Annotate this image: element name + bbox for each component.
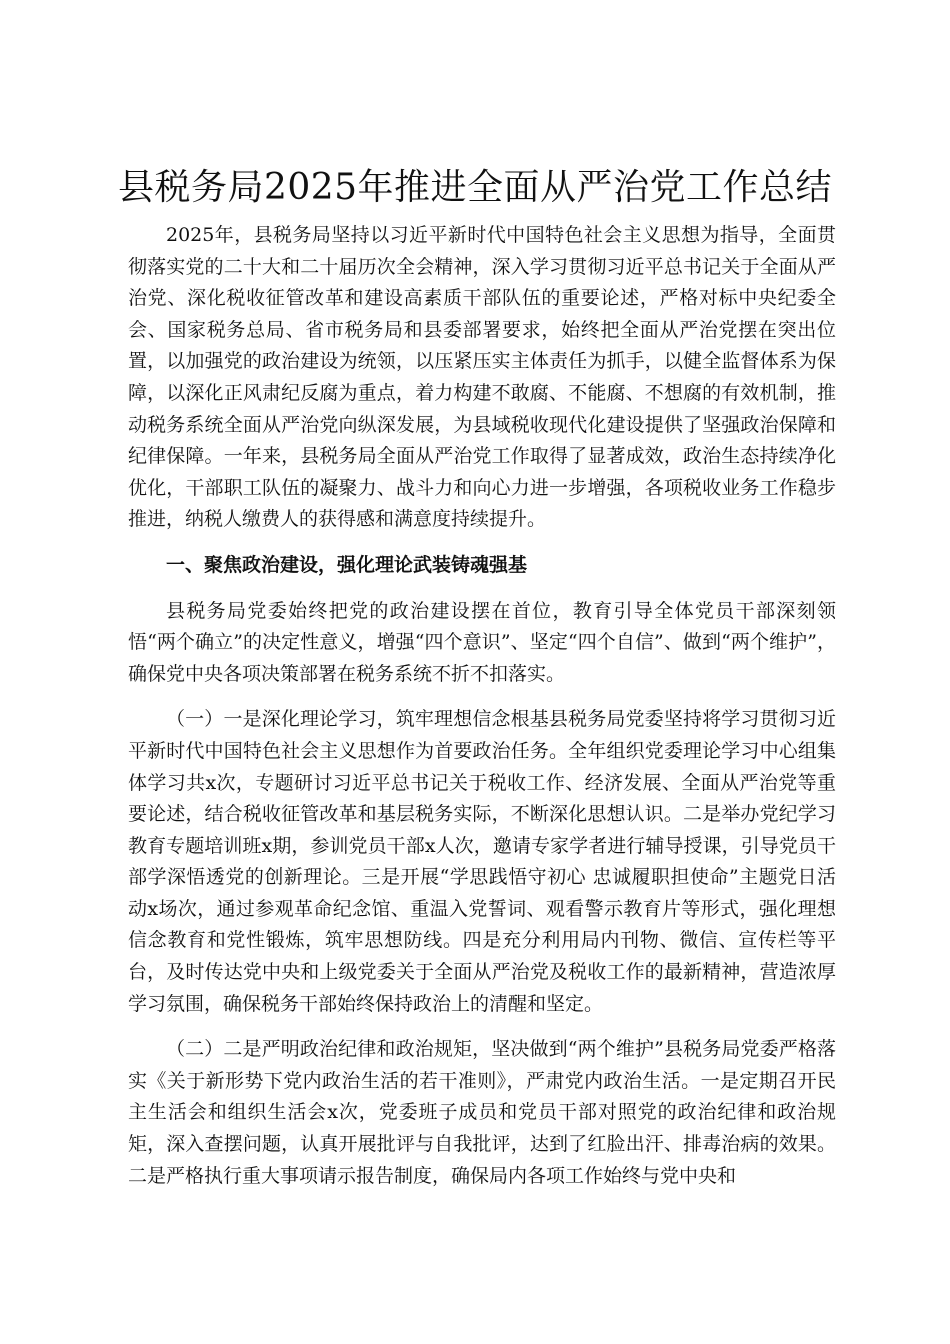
section-intro-paragraph: 县税务局党委始终把党的政治建设摆在首位，教育引导全体党员干部深刻领悟“两个确立”的决定性意义，增强“四个意识”、坚定“四个自信”、做到“两个维护”，确保党中央各项决策部署在税务系统不折不扣落实。 xyxy=(128,599,836,685)
subsection-1-paragraph: （一）一是深化理论学习，筑牢理想信念根基县税务局党委坚持将学习贯彻习近平新时代中国特色社会主义思想作为首要政治任务。全年组织党委理论学习中心组集体学习共x次，专题研讨习近平总书记关于税收工作、经济发展、全面从严治党等重要论述，结合税收征管改革和基层税务实际，不断深化思想认识。二是举办党纪学习教育专题培训班x期，参训党员干部x人次，邀请专家学者进行辅导授课，引导党员干部学深悟透党的创新理论。三是开展“学思践悟守初心 忠诚履职担使命”主题党日活动x场次，通过参观革命纪念馆、重温入党誓词、观看警示教育片等形式，强化理想信念教育和党性锻炼，筑牢思想防线。四是充分利用局内刊物、微信、宣传栏等平台，及时传达党中央和上级党委关于全面从严治党及税收工作的最新精神，营造浓厚学习氛围，确保税务干部始终保持政治上的清醒和坚定。 xyxy=(128,708,836,1015)
intro-paragraph: 2025年，县税务局坚持以习近平新时代中国特色社会主义思想为指导，全面贯彻落实党的二十大和二十届历次全会精神，深入学习贯彻习近平总书记关于全面从严治党、深化税收征管改革和建设高素质干部队伍的重要论述，严格对标中央纪委全会、国家税务总局、省市税务局和县委部署要求，始终把全面从严治党摆在突出位置，以加强党的政治建设为统领，以压紧压实主体责任为抓手，以健全监督体系为保障，以深化正风肃纪反腐为重点，着力构建不敢腐、不能腐、不想腐的有效机制，推动税务系统全面从严治党向纵深发展，为县域税收现代化建设提供了坚强政治保障和纪律保障。一年来，县税务局全面从严治党工作取得了显著成效，政治生态持续净化优化，干部职工队伍的凝聚力、战斗力和向心力进一步增强，各项税收业务工作稳步推进，纳税人缴费人的获得感和满意度持续提升。 xyxy=(128,224,836,531)
document-body xyxy=(128,220,836,1206)
section-heading: 一、聚焦政治建设，强化理论武装铸魂强基 xyxy=(166,553,528,576)
subsection-2-paragraph: （二）二是严明政治纪律和政治规矩，坚决做到“两个维护”县税务局党委严格落实《关于新形势下党内政治生活的若干准则》，严肃党内政治生活。一是定期召开民主生活会和组织生活会x次，党委班子成员和党员干部对照党的政治纪律和政治规矩，深入查摆问题，认真开展批评与自我批评，达到了红脸出汗、排毒治病的效果。二是严格执行重大事项请示报告制度，确保局内各项工作始终与党中央和 xyxy=(128,1038,836,1187)
document-title: 县税务局2025年推进全面从严治党工作总结 xyxy=(117,167,833,208)
